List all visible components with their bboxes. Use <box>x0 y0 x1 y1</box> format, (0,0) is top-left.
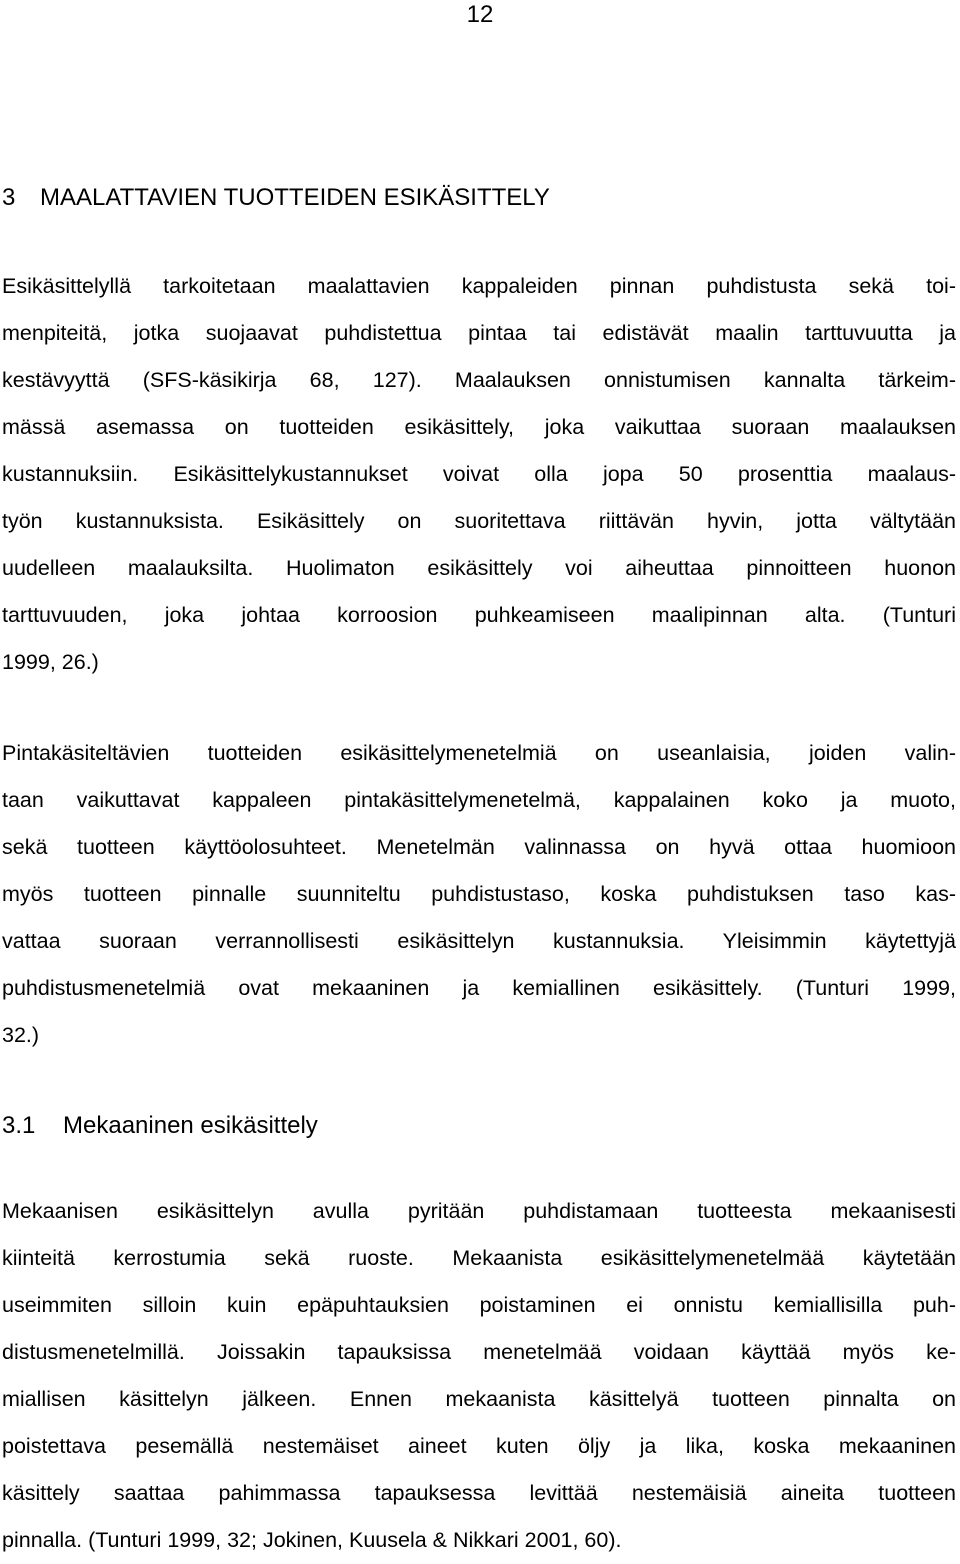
paragraph <box>2 1188 956 1564</box>
paragraph-line: Pintakäsiteltävien tuotteiden esikäsittelymenetelmiä on useanlaisia, joiden valin- <box>2 741 956 765</box>
paragraph-line: 32.) <box>2 1023 40 1047</box>
paragraph-line: puhdistusmenetelmiä ovat mekaaninen ja kemiallinen esikäsittely. (Tunturi 1999, <box>2 976 956 1000</box>
paragraph-line: poistettava pesemällä nestemäiset aineet kuten öljy ja lika, koska mekaaninen <box>2 1434 956 1458</box>
paragraph-line: uudelleen maalauksilta. Huolimaton esikäsittely voi aiheuttaa pinnoitteen huonon <box>2 556 956 580</box>
section-title: MAALATTAVIEN TUOTTEIDEN ESIKÄSITTELY <box>40 184 550 211</box>
subsection-heading <box>2 1111 318 1141</box>
section-heading <box>2 183 550 213</box>
page-number: 12 <box>466 1 494 28</box>
subsection-number: 3.1 <box>2 1112 36 1139</box>
paragraph-line: Mekaanisen esikäsittelyn avulla pyritään puhdistamaan tuotteesta mekaanisesti <box>2 1199 956 1223</box>
subsection-title: Mekaaninen esikäsittely <box>63 1112 318 1139</box>
paragraph-line: kiinteitä kerrostumia sekä ruoste. Mekaanista esikäsittelymenetelmää käytetään <box>2 1246 956 1270</box>
paragraph-line: useimmiten silloin kuin epäpuhtauksien poistaminen ei onnistu kemiallisilla puh- <box>2 1293 956 1317</box>
paragraph-line: kustannuksiin. Esikäsittelykustannukset voivat olla jopa 50 prosenttia maalaus- <box>2 462 956 486</box>
paragraph-line: vattaa suoraan verrannollisesti esikäsittelyn kustannuksia. Yleisimmin käytettyjä <box>2 929 956 953</box>
section-number: 3 <box>2 184 16 211</box>
paragraph-line: miallisen käsittelyn jälkeen. Ennen mekaanista käsittelyä tuotteen pinnalta on <box>2 1387 956 1411</box>
paragraph-line: käsittely saattaa pahimmassa tapauksessa levittää nestemäisiä aineita tuotteen <box>2 1481 956 1505</box>
paragraph-line: menpiteitä, jotka suojaavat puhdistettua pintaa tai edistävät maalin tarttuvuutta ja <box>2 321 956 345</box>
paragraph <box>2 263 956 686</box>
paragraph-line: pinnalla. (Tunturi 1999, 32; Jokinen, Kuusela & Nikkari 2001, 60). <box>2 1528 622 1552</box>
paragraph-line: työn kustannuksista. Esikäsittely on suoritettava riittävän hyvin, jotta vältytään <box>2 509 956 533</box>
paragraph-line: kestävyyttä (SFS-käsikirja 68, 127). Maalauksen onnistumisen kannalta tärkeim- <box>2 368 956 392</box>
paragraph-line: sekä tuotteen käyttöolosuhteet. Menetelmän valinnassa on hyvä ottaa huomioon <box>2 835 956 859</box>
paragraph <box>2 730 956 1059</box>
paragraph-line: distusmenetelmillä. Joissakin tapauksissa menetelmää voidaan käyttää myös ke- <box>2 1340 956 1364</box>
paragraph-line: Esikäsittelyllä tarkoitetaan maalattavien kappaleiden pinnan puhdistusta sekä toi- <box>2 274 956 298</box>
paragraph-line: mässä asemassa on tuotteiden esikäsittely, joka vaikuttaa suoraan maalauksen <box>2 415 956 439</box>
paragraph-line: tarttuvuuden, joka johtaa korroosion puhkeamiseen maalipinnan alta. (Tunturi <box>2 603 956 627</box>
paragraph-line: 1999, 26.) <box>2 650 99 674</box>
paragraph-line: taan vaikuttavat kappaleen pintakäsittelymenetelmä, kappalainen koko ja muoto, <box>2 788 956 812</box>
paragraph-line: myös tuotteen pinnalle suunniteltu puhdistustaso, koska puhdistuksen taso kas- <box>2 882 956 906</box>
